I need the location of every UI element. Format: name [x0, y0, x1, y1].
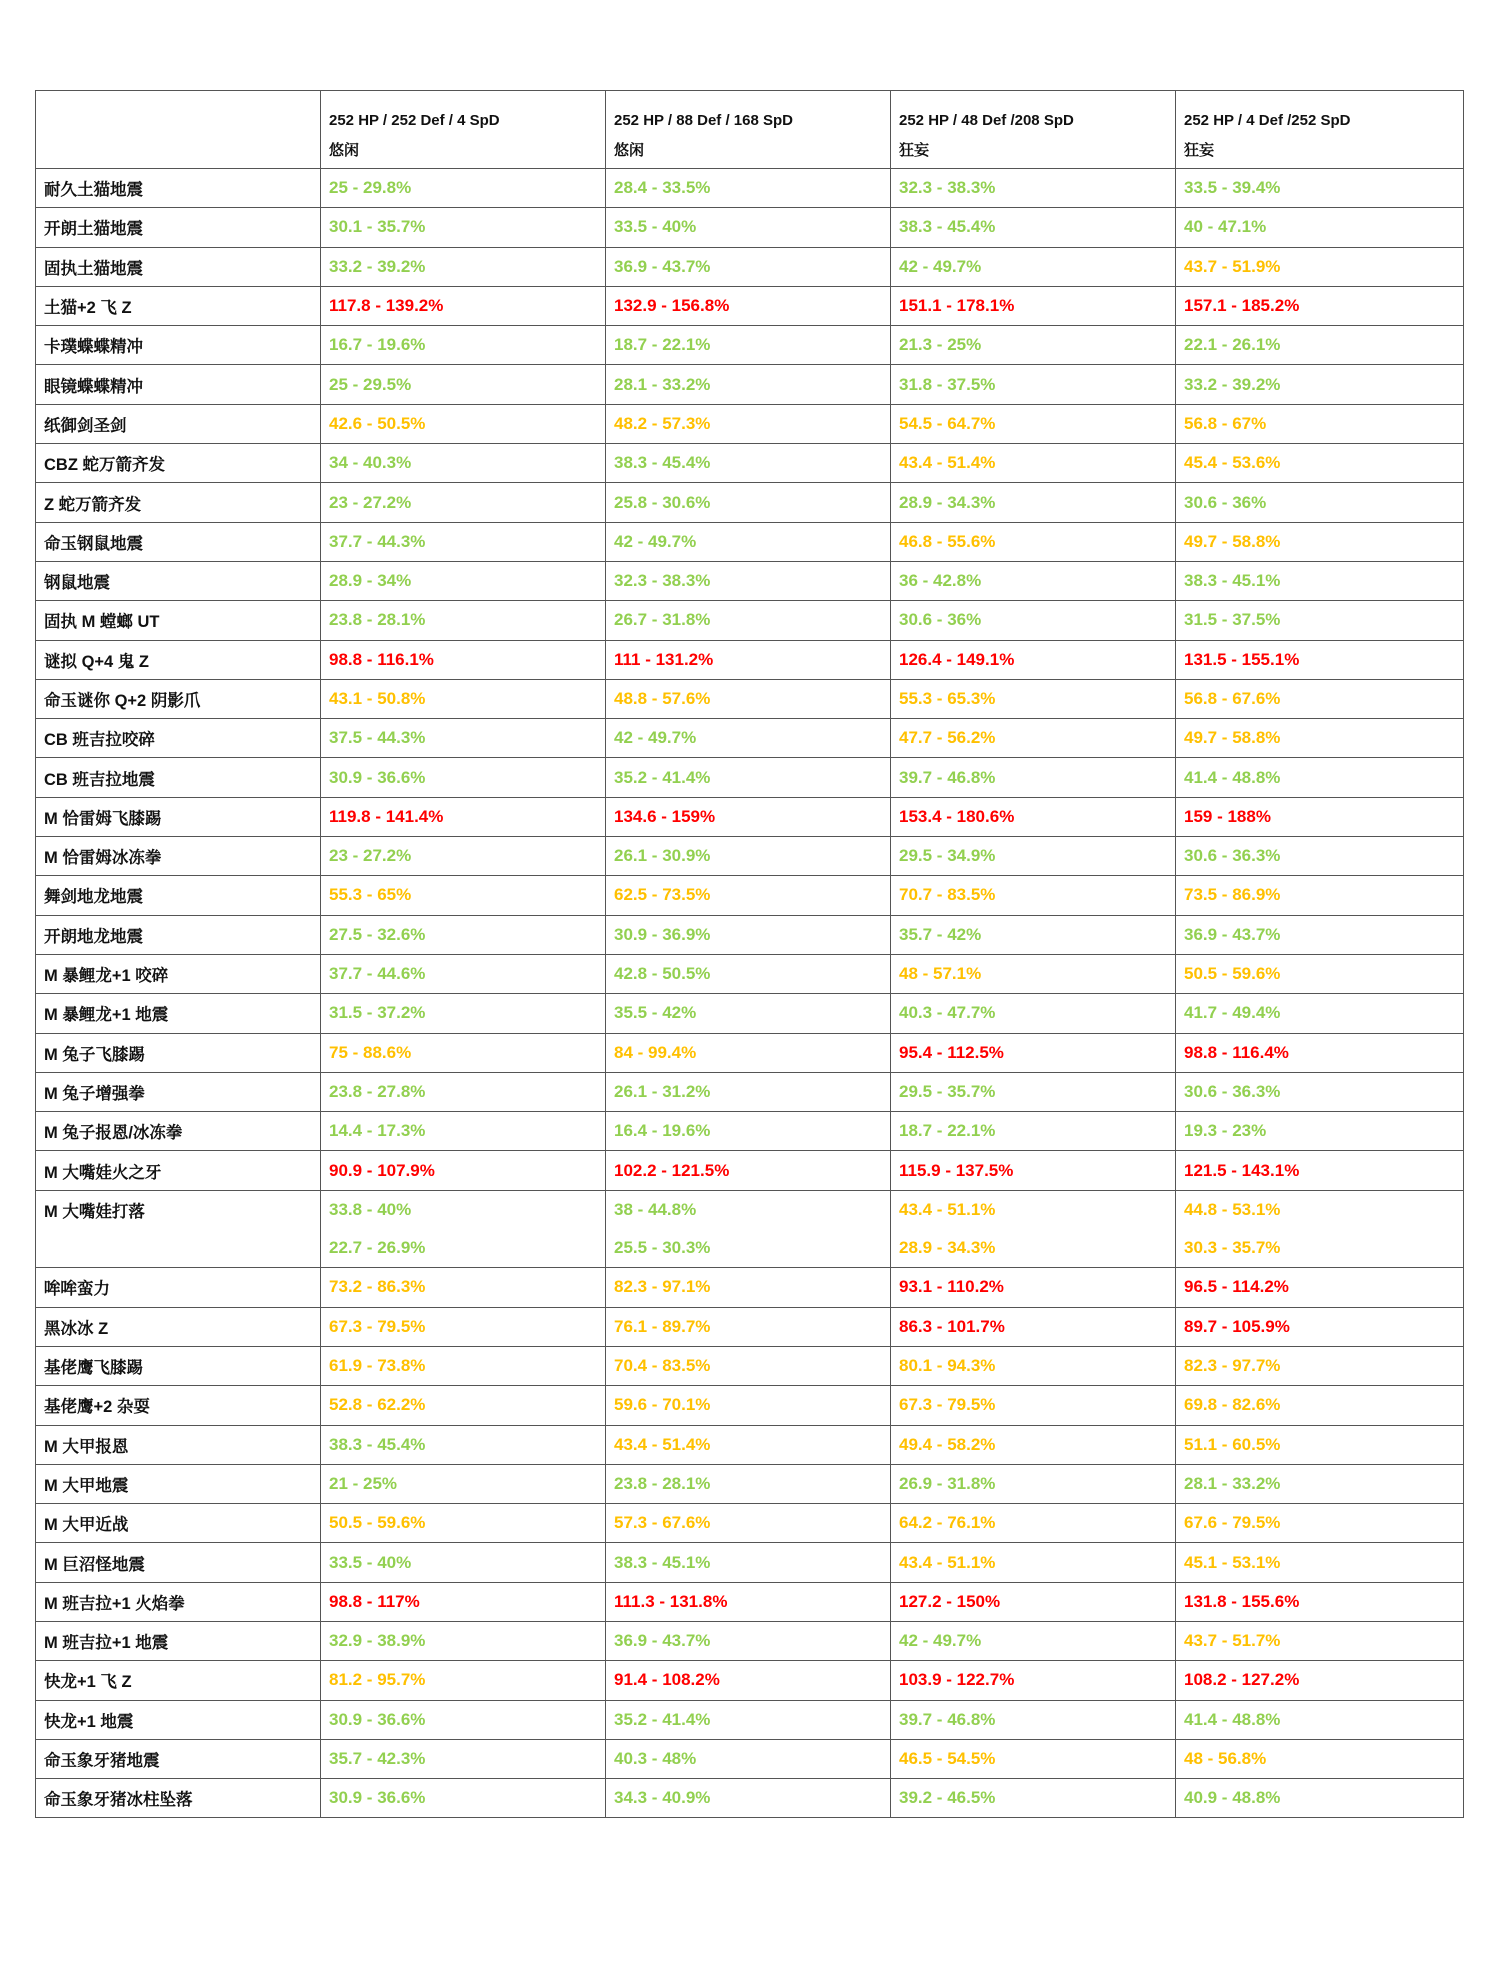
row-label: 命玉谜你 Q+2 阴影爪 [36, 679, 321, 718]
damage-cell: 41.4 - 48.8% [1176, 758, 1464, 797]
damage-cell: 73.5 - 86.9% [1176, 876, 1464, 915]
damage-cell: 98.8 - 117% [321, 1582, 606, 1621]
damage-cell: 157.1 - 185.2% [1176, 286, 1464, 325]
damage-cell: 117.8 - 139.2% [321, 286, 606, 325]
damage-cell: 35.7 - 42.3% [321, 1739, 606, 1778]
damage-cell: 76.1 - 89.7% [606, 1307, 891, 1346]
table-row [36, 1268, 1464, 1307]
header-nature-1: 悠闲 [321, 131, 606, 169]
damage-cell: 38.3 - 45.4% [606, 444, 891, 483]
table-row [36, 1386, 1464, 1425]
damage-cell: 43.7 - 51.9% [1176, 247, 1464, 286]
damage-cell: 67.3 - 79.5% [891, 1386, 1176, 1425]
damage-cell: 42 - 49.7% [891, 1621, 1176, 1660]
damage-cell: 39.7 - 46.8% [891, 1700, 1176, 1739]
damage-cell: 81.2 - 95.7% [321, 1661, 606, 1700]
damage-cell: 55.3 - 65% [321, 876, 606, 915]
damage-cell: 30.9 - 36.6% [321, 1779, 606, 1818]
row-label: 钢鼠地震 [36, 561, 321, 600]
damage-cell: 37.7 - 44.3% [321, 522, 606, 561]
damage-cell: 134.6 - 159% [606, 797, 891, 836]
damage-cell: 40 - 47.1% [1176, 208, 1464, 247]
damage-cell: 35.2 - 41.4% [606, 1700, 891, 1739]
damage-cell: 49.7 - 58.8% [1176, 719, 1464, 758]
header-spread-4: 252 HP / 4 Def /252 SpD [1176, 91, 1464, 131]
damage-cell: 50.5 - 59.6% [1176, 954, 1464, 993]
damage-cell: 33.5 - 40% [606, 208, 891, 247]
damage-cell: 67.3 - 79.5% [321, 1307, 606, 1346]
table-row [36, 797, 1464, 836]
damage-cell: 33.5 - 40% [321, 1543, 606, 1582]
damage-cell: 40.3 - 48% [606, 1739, 891, 1778]
damage-cell: 111 - 131.2% [606, 640, 891, 679]
damage-cell: 96.5 - 114.2% [1176, 1268, 1464, 1307]
row-label: CB 班吉拉咬碎 [36, 719, 321, 758]
damage-cell: 33.2 - 39.2% [1176, 365, 1464, 404]
damage-cell: 67.6 - 79.5% [1176, 1504, 1464, 1543]
damage-cell: 98.8 - 116.1% [321, 640, 606, 679]
row-label: 卡璞蝶蝶精冲 [36, 326, 321, 365]
table-row [36, 954, 1464, 993]
damage-cell: 30.1 - 35.7% [321, 208, 606, 247]
damage-cell: 70.7 - 83.5% [891, 876, 1176, 915]
damage-cell: 35.7 - 42% [891, 915, 1176, 954]
damage-cell: 126.4 - 149.1% [891, 640, 1176, 679]
table-row [36, 1661, 1464, 1700]
table-row [36, 719, 1464, 758]
damage-cell: 30.6 - 36% [891, 601, 1176, 640]
table-row [36, 444, 1464, 483]
damage-cell: 36 - 42.8% [891, 561, 1176, 600]
damage-cell: 95.4 - 112.5% [891, 1033, 1176, 1072]
damage-cell: 33.2 - 39.2% [321, 247, 606, 286]
row-label: M 兔子报恩/冰冻拳 [36, 1112, 321, 1151]
damage-cell: 103.9 - 122.7% [891, 1661, 1176, 1700]
damage-cell: 38 - 44.8% [606, 1190, 891, 1229]
damage-cell: 82.3 - 97.7% [1176, 1346, 1464, 1385]
damage-cell: 14.4 - 17.3% [321, 1112, 606, 1151]
damage-cell: 42.8 - 50.5% [606, 954, 891, 993]
damage-cell: 21 - 25% [321, 1464, 606, 1503]
row-label: Z 蛇万箭齐发 [36, 483, 321, 522]
table-row [36, 837, 1464, 876]
row-label: M 大甲近战 [36, 1504, 321, 1543]
header-corner [36, 91, 321, 131]
damage-cell: 18.7 - 22.1% [891, 1112, 1176, 1151]
damage-cell: 28.4 - 33.5% [606, 169, 891, 208]
damage-cell: 23.8 - 27.8% [321, 1072, 606, 1111]
table-row [36, 169, 1464, 208]
damage-cell: 73.2 - 86.3% [321, 1268, 606, 1307]
damage-cell: 151.1 - 178.1% [891, 286, 1176, 325]
header-nature-2: 悠闲 [606, 131, 891, 169]
damage-cell: 49.7 - 58.8% [1176, 522, 1464, 561]
damage-cell: 46.5 - 54.5% [891, 1739, 1176, 1778]
damage-cell: 37.7 - 44.6% [321, 954, 606, 993]
damage-cell: 131.8 - 155.6% [1176, 1582, 1464, 1621]
damage-cell: 98.8 - 116.4% [1176, 1033, 1464, 1072]
damage-cell: 23.8 - 28.1% [321, 601, 606, 640]
damage-cell: 38.3 - 45.4% [891, 208, 1176, 247]
damage-calc-table [35, 90, 1464, 1818]
header-corner-lower [36, 131, 321, 169]
damage-cell: 38.3 - 45.1% [606, 1543, 891, 1582]
row-label: M 大甲报恩 [36, 1425, 321, 1464]
header-row-spreads [36, 91, 1464, 131]
damage-cell: 25 - 29.8% [321, 169, 606, 208]
row-label: CBZ 蛇万箭齐发 [36, 444, 321, 483]
damage-cell: 30.3 - 35.7% [1176, 1229, 1464, 1268]
damage-cell: 42.6 - 50.5% [321, 404, 606, 443]
damage-cell: 121.5 - 143.1% [1176, 1151, 1464, 1190]
table-row [36, 1307, 1464, 1346]
row-label: M 大嘴娃火之牙 [36, 1151, 321, 1190]
damage-cell: 61.9 - 73.8% [321, 1346, 606, 1385]
damage-cell: 153.4 - 180.6% [891, 797, 1176, 836]
row-label: M 暴鲤龙+1 咬碎 [36, 954, 321, 993]
damage-cell: 48.8 - 57.6% [606, 679, 891, 718]
row-label: M 暴鲤龙+1 地震 [36, 994, 321, 1033]
row-label: 开朗土猫地震 [36, 208, 321, 247]
damage-cell: 23 - 27.2% [321, 837, 606, 876]
row-label: 基佬鹰+2 杂耍 [36, 1386, 321, 1425]
damage-cell: 34 - 40.3% [321, 444, 606, 483]
damage-cell: 31.5 - 37.2% [321, 994, 606, 1033]
damage-cell: 89.7 - 105.9% [1176, 1307, 1464, 1346]
row-label: 固执 M 螳螂 UT [36, 601, 321, 640]
damage-cell: 42 - 49.7% [606, 522, 891, 561]
damage-cell: 43.4 - 51.4% [606, 1425, 891, 1464]
damage-cell: 47.7 - 56.2% [891, 719, 1176, 758]
row-label: M 恰雷姆冰冻拳 [36, 837, 321, 876]
damage-cell: 44.8 - 53.1% [1176, 1190, 1464, 1229]
damage-cell: 29.5 - 35.7% [891, 1072, 1176, 1111]
damage-cell: 43.4 - 51.1% [891, 1190, 1176, 1229]
row-label: 舞剑地龙地震 [36, 876, 321, 915]
damage-cell: 46.8 - 55.6% [891, 522, 1176, 561]
damage-cell: 108.2 - 127.2% [1176, 1661, 1464, 1700]
damage-cell: 43.4 - 51.4% [891, 444, 1176, 483]
damage-cell: 51.1 - 60.5% [1176, 1425, 1464, 1464]
table-row [36, 1504, 1464, 1543]
damage-cell: 50.5 - 59.6% [321, 1504, 606, 1543]
damage-cell: 43.7 - 51.7% [1176, 1621, 1464, 1660]
table-row [36, 994, 1464, 1033]
damage-cell: 52.8 - 62.2% [321, 1386, 606, 1425]
damage-cell: 28.1 - 33.2% [606, 365, 891, 404]
damage-cell: 102.2 - 121.5% [606, 1151, 891, 1190]
damage-cell: 37.5 - 44.3% [321, 719, 606, 758]
damage-cell: 56.8 - 67.6% [1176, 679, 1464, 718]
damage-cell: 43.4 - 51.1% [891, 1543, 1176, 1582]
damage-cell: 131.5 - 155.1% [1176, 640, 1464, 679]
damage-cell: 30.6 - 36.3% [1176, 1072, 1464, 1111]
table-row [36, 601, 1464, 640]
damage-cell: 91.4 - 108.2% [606, 1661, 891, 1700]
damage-cell: 30.9 - 36.6% [321, 758, 606, 797]
damage-cell: 32.3 - 38.3% [891, 169, 1176, 208]
damage-cell: 56.8 - 67% [1176, 404, 1464, 443]
table-row [36, 522, 1464, 561]
damage-cell: 69.8 - 82.6% [1176, 1386, 1464, 1425]
damage-cell: 18.7 - 22.1% [606, 326, 891, 365]
damage-cell: 39.2 - 46.5% [891, 1779, 1176, 1818]
damage-cell: 43.1 - 50.8% [321, 679, 606, 718]
damage-cell: 55.3 - 65.3% [891, 679, 1176, 718]
damage-cell: 22.1 - 26.1% [1176, 326, 1464, 365]
damage-cell: 64.2 - 76.1% [891, 1504, 1176, 1543]
header-nature-3: 狂妄 [891, 131, 1176, 169]
damage-cell: 27.5 - 32.6% [321, 915, 606, 954]
damage-cell: 26.1 - 31.2% [606, 1072, 891, 1111]
damage-cell: 36.9 - 43.7% [606, 247, 891, 286]
damage-cell: 29.5 - 34.9% [891, 837, 1176, 876]
damage-cell: 30.6 - 36% [1176, 483, 1464, 522]
damage-cell: 48 - 56.8% [1176, 1739, 1464, 1778]
table-row [36, 1779, 1464, 1818]
damage-cell: 30.6 - 36.3% [1176, 837, 1464, 876]
row-label: M 班吉拉+1 地震 [36, 1621, 321, 1660]
damage-cell: 30.9 - 36.9% [606, 915, 891, 954]
row-label: 眼镜蝶蝶精冲 [36, 365, 321, 404]
damage-cell: 111.3 - 131.8% [606, 1582, 891, 1621]
row-label [36, 1229, 321, 1268]
damage-cell: 40.3 - 47.7% [891, 994, 1176, 1033]
row-label: M 巨沼怪地震 [36, 1543, 321, 1582]
damage-cell: 70.4 - 83.5% [606, 1346, 891, 1385]
row-label: 开朗地龙地震 [36, 915, 321, 954]
damage-cell: 45.1 - 53.1% [1176, 1543, 1464, 1582]
damage-cell: 32.3 - 38.3% [606, 561, 891, 600]
damage-cell: 48.2 - 57.3% [606, 404, 891, 443]
table-row [36, 1621, 1464, 1660]
damage-cell: 33.8 - 40% [321, 1190, 606, 1229]
damage-cell: 32.9 - 38.9% [321, 1621, 606, 1660]
row-label: 命玉象牙猪冰柱坠落 [36, 1779, 321, 1818]
damage-cell: 25.5 - 30.3% [606, 1229, 891, 1268]
row-label: M 大嘴娃打落 [36, 1190, 321, 1229]
damage-cell: 45.4 - 53.6% [1176, 444, 1464, 483]
damage-cell: 36.9 - 43.7% [606, 1621, 891, 1660]
damage-cell: 31.5 - 37.5% [1176, 601, 1464, 640]
table-row [36, 679, 1464, 718]
table-row [36, 1190, 1464, 1229]
damage-cell: 38.3 - 45.4% [321, 1425, 606, 1464]
table-row [36, 1033, 1464, 1072]
damage-cell: 86.3 - 101.7% [891, 1307, 1176, 1346]
row-label: 快龙+1 地震 [36, 1700, 321, 1739]
table-row [36, 1464, 1464, 1503]
damage-cell: 39.7 - 46.8% [891, 758, 1176, 797]
damage-cell: 41.7 - 49.4% [1176, 994, 1464, 1033]
row-label: M 大甲地震 [36, 1464, 321, 1503]
damage-cell: 25.8 - 30.6% [606, 483, 891, 522]
row-label: M 班吉拉+1 火焰拳 [36, 1582, 321, 1621]
damage-cell: 93.1 - 110.2% [891, 1268, 1176, 1307]
damage-cell: 36.9 - 43.7% [1176, 915, 1464, 954]
damage-cell: 26.7 - 31.8% [606, 601, 891, 640]
table-row [36, 1112, 1464, 1151]
damage-cell: 42 - 49.7% [606, 719, 891, 758]
damage-cell: 49.4 - 58.2% [891, 1425, 1176, 1464]
table-row [36, 404, 1464, 443]
damage-cell: 75 - 88.6% [321, 1033, 606, 1072]
damage-cell: 38.3 - 45.1% [1176, 561, 1464, 600]
damage-cell: 90.9 - 107.9% [321, 1151, 606, 1190]
damage-cell: 22.7 - 26.9% [321, 1229, 606, 1268]
damage-cell: 57.3 - 67.6% [606, 1504, 891, 1543]
table-row [36, 365, 1464, 404]
row-label: 固执土猫地震 [36, 247, 321, 286]
table-row [36, 247, 1464, 286]
damage-cell: 132.9 - 156.8% [606, 286, 891, 325]
damage-cell: 30.9 - 36.6% [321, 1700, 606, 1739]
damage-cell: 115.9 - 137.5% [891, 1151, 1176, 1190]
damage-cell: 42 - 49.7% [891, 247, 1176, 286]
table-row [36, 1072, 1464, 1111]
table-row [36, 1425, 1464, 1464]
damage-cell: 35.5 - 42% [606, 994, 891, 1033]
row-label: M 兔子增强拳 [36, 1072, 321, 1111]
header-spread-1: 252 HP / 252 Def / 4 SpD [321, 91, 606, 131]
table-body [36, 91, 1464, 1818]
row-label: 谜拟 Q+4 鬼 Z [36, 640, 321, 679]
row-label: 基佬鹰飞膝踢 [36, 1346, 321, 1385]
row-label: 哞哞蛮力 [36, 1268, 321, 1307]
damage-cell: 40.9 - 48.8% [1176, 1779, 1464, 1818]
damage-cell: 28.9 - 34% [321, 561, 606, 600]
row-label: 命玉钢鼠地震 [36, 522, 321, 561]
table-row [36, 1229, 1464, 1268]
table-row [36, 915, 1464, 954]
header-row-natures [36, 131, 1464, 169]
damage-cell: 127.2 - 150% [891, 1582, 1176, 1621]
header-spread-3: 252 HP / 48 Def /208 SpD [891, 91, 1176, 131]
table-row [36, 286, 1464, 325]
row-label: 黑冰冰 Z [36, 1307, 321, 1346]
table-row [36, 1739, 1464, 1778]
damage-cell: 35.2 - 41.4% [606, 758, 891, 797]
table-row [36, 208, 1464, 247]
damage-cell: 28.9 - 34.3% [891, 1229, 1176, 1268]
table-row [36, 758, 1464, 797]
table-row [36, 1582, 1464, 1621]
row-label: 纸御剑圣剑 [36, 404, 321, 443]
damage-cell: 31.8 - 37.5% [891, 365, 1176, 404]
damage-cell: 34.3 - 40.9% [606, 1779, 891, 1818]
damage-cell: 25 - 29.5% [321, 365, 606, 404]
damage-cell: 28.1 - 33.2% [1176, 1464, 1464, 1503]
damage-cell: 26.1 - 30.9% [606, 837, 891, 876]
damage-cell: 41.4 - 48.8% [1176, 1700, 1464, 1739]
damage-cell: 84 - 99.4% [606, 1033, 891, 1072]
row-label: 命玉象牙猪地震 [36, 1739, 321, 1778]
table-row [36, 640, 1464, 679]
damage-cell: 16.7 - 19.6% [321, 326, 606, 365]
row-label: 快龙+1 飞 Z [36, 1661, 321, 1700]
table-row [36, 1346, 1464, 1385]
damage-cell: 23.8 - 28.1% [606, 1464, 891, 1503]
damage-cell: 62.5 - 73.5% [606, 876, 891, 915]
damage-cell: 33.5 - 39.4% [1176, 169, 1464, 208]
row-label: M 恰雷姆飞膝踢 [36, 797, 321, 836]
damage-cell: 21.3 - 25% [891, 326, 1176, 365]
damage-cell: 59.6 - 70.1% [606, 1386, 891, 1425]
table-row [36, 876, 1464, 915]
table-row [36, 1543, 1464, 1582]
table-row [36, 1151, 1464, 1190]
damage-cell: 28.9 - 34.3% [891, 483, 1176, 522]
damage-cell: 26.9 - 31.8% [891, 1464, 1176, 1503]
damage-cell: 119.8 - 141.4% [321, 797, 606, 836]
row-label: CB 班吉拉地震 [36, 758, 321, 797]
table-row [36, 561, 1464, 600]
damage-cell: 19.3 - 23% [1176, 1112, 1464, 1151]
row-label: 耐久土猫地震 [36, 169, 321, 208]
header-nature-4: 狂妄 [1176, 131, 1464, 169]
damage-cell: 23 - 27.2% [321, 483, 606, 522]
row-label: M 兔子飞膝踢 [36, 1033, 321, 1072]
table-row [36, 483, 1464, 522]
header-spread-2: 252 HP / 88 Def / 168 SpD [606, 91, 891, 131]
damage-cell: 82.3 - 97.1% [606, 1268, 891, 1307]
row-label: 土猫+2 飞 Z [36, 286, 321, 325]
table-row [36, 1700, 1464, 1739]
damage-cell: 80.1 - 94.3% [891, 1346, 1176, 1385]
damage-cell: 16.4 - 19.6% [606, 1112, 891, 1151]
damage-cell: 48 - 57.1% [891, 954, 1176, 993]
damage-cell: 159 - 188% [1176, 797, 1464, 836]
table-row [36, 326, 1464, 365]
damage-cell: 54.5 - 64.7% [891, 404, 1176, 443]
